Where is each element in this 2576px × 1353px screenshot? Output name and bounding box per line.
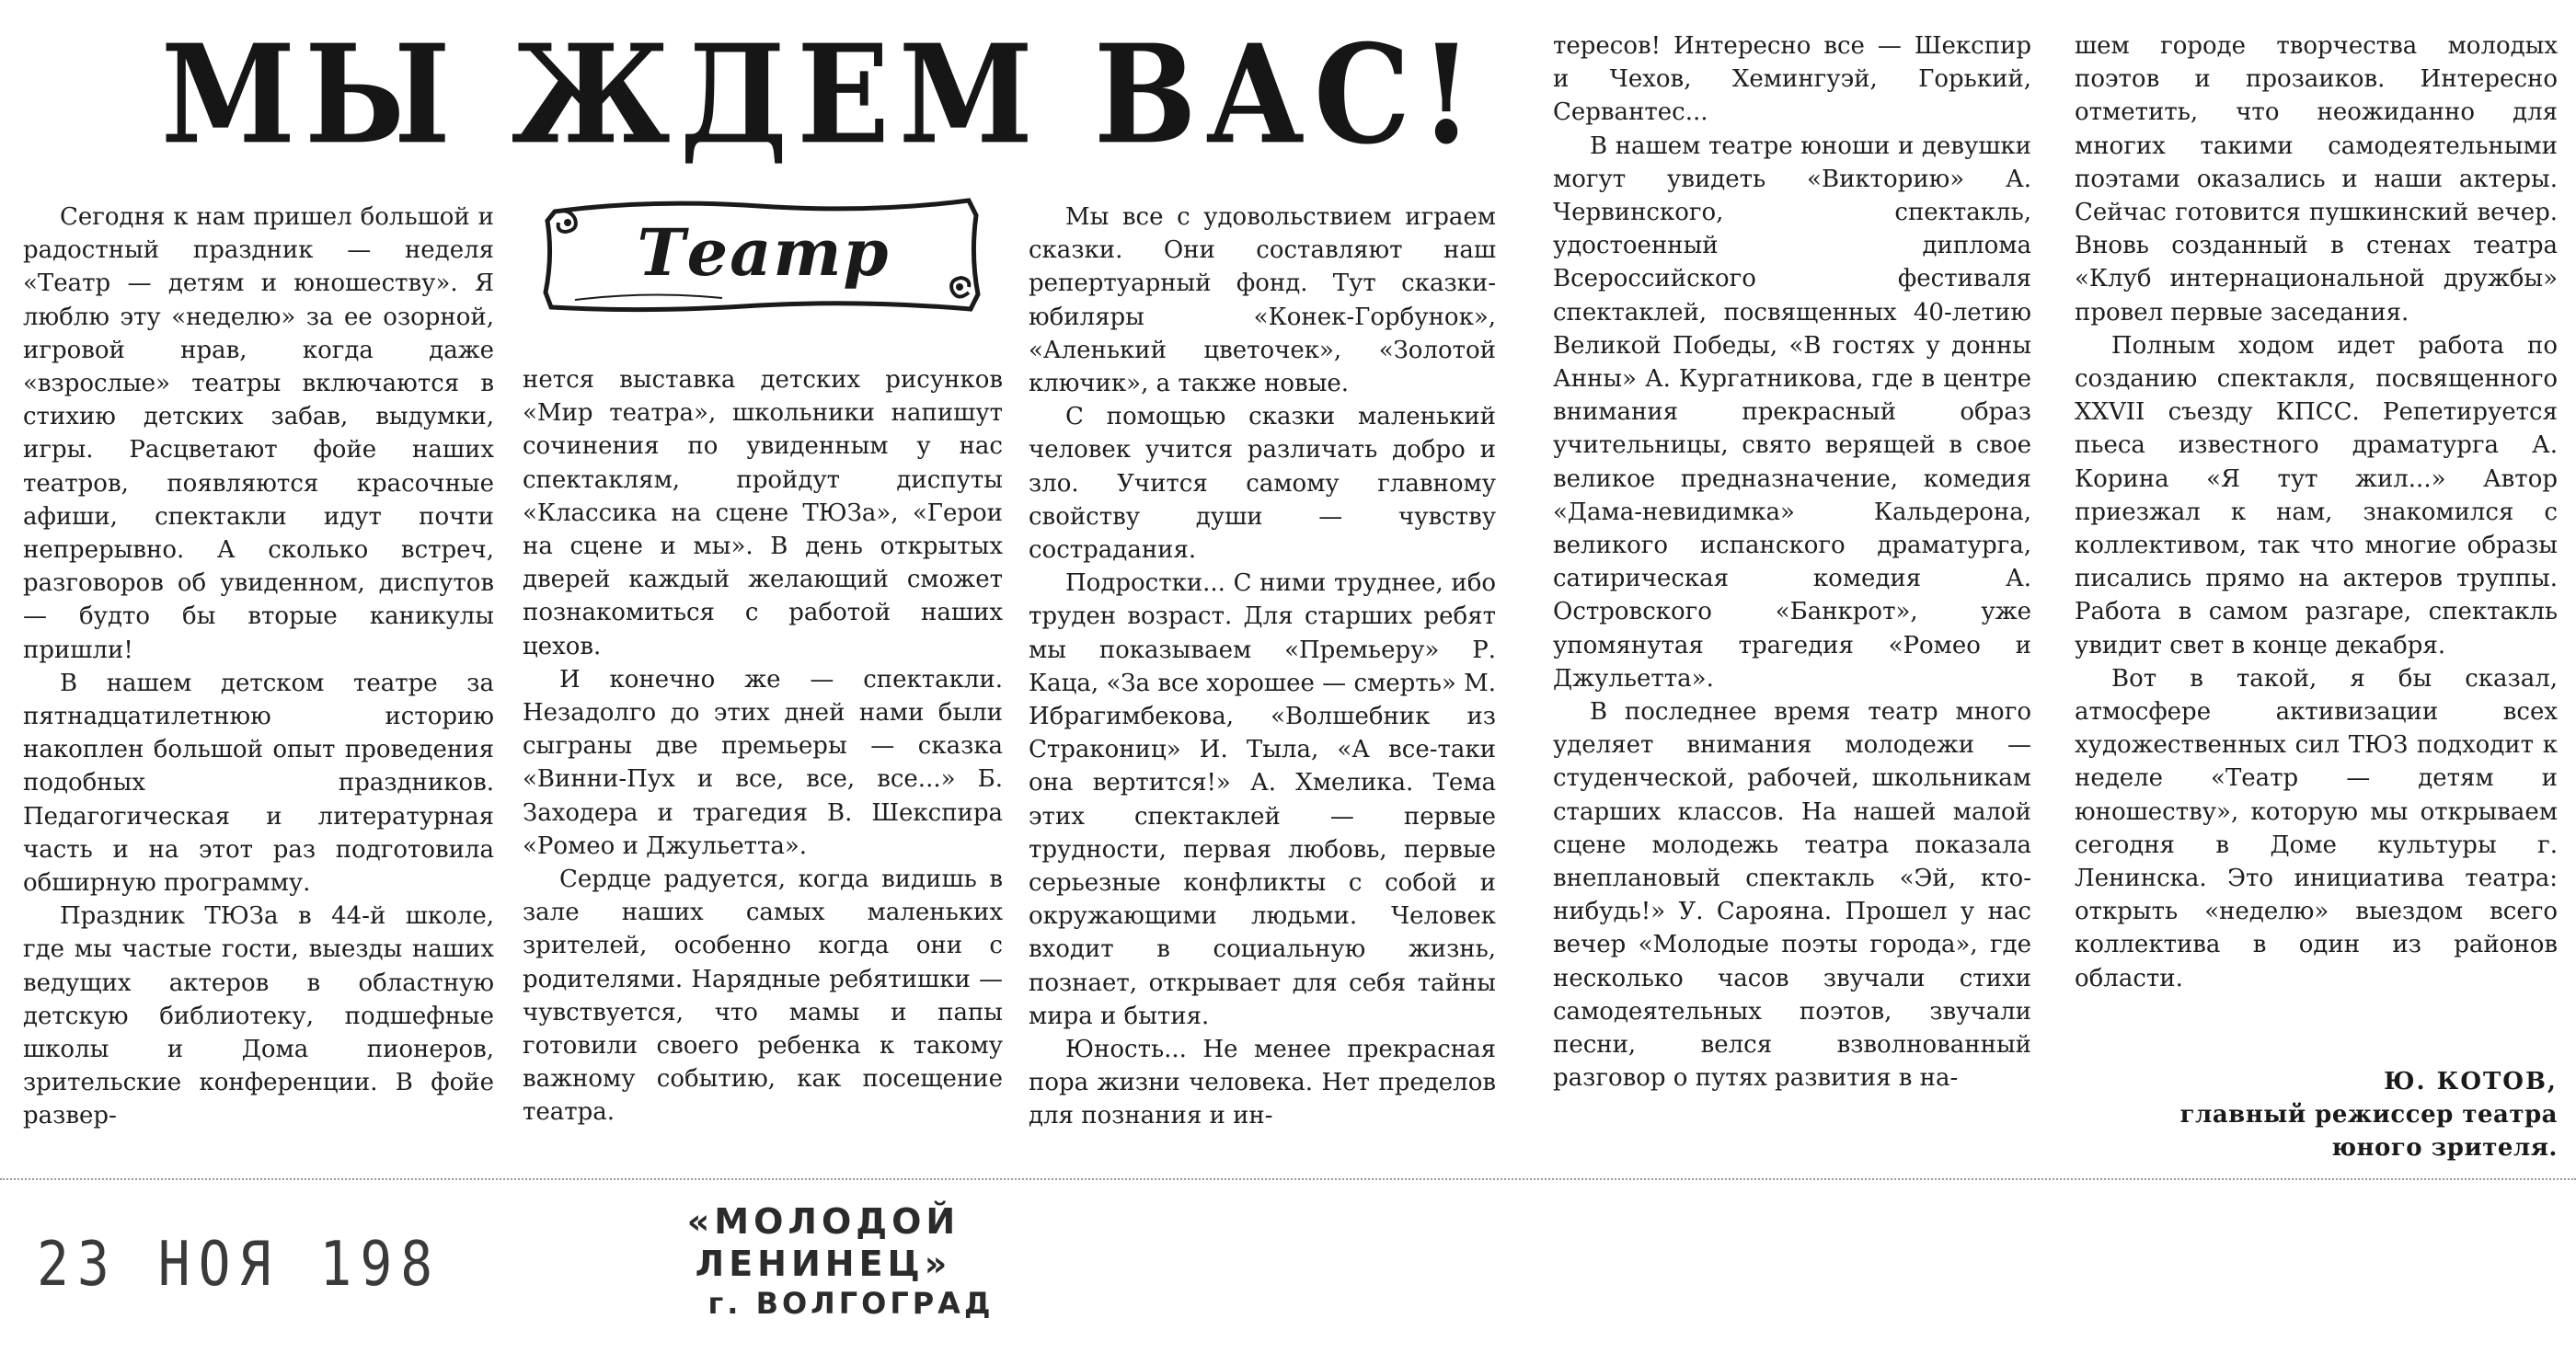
paragraph: Вот в такой, я бы сказал, атмосфере активизации всех художественных сил ТЮЗ подходит к неделе «Театр — детям и юношеству», которую мы открываем сегодня в Доме культуры г. Ленинска. Это инициатива театра: открыть «неделю» выездом всего коллектива в один из районов области. [2075,664,2558,992]
paragraph: В нашем театре юноши и девушки могут увидеть «Викторию» А. Червинского, спектакль, удостоенный диплома Всероссийского фестиваля спектаклей, посвященных 40-летию Великой Победы, «В гостях у донны Анны» А. Кургатникова, где в центре внимания прекрасный образ учительницы, свято верящей в свое великое предназначение, комедия «Дама-невидимка» Кальдерона, великого испанского драматурга, сатирическая комедия А. Островского «Банкрот», уже упомянутая трагедия «Ромео и Джульетта». [1553,132,2031,693]
paragraph: нется выставка детских рисунков «Мир театра», школьники напишут сочинения по увиденным у нас спектаклям, пройдут диспуты «Классика на сцене ТЮЗа», «Герои на сцене и мы». В день открытых дверей каждый желающий сможет познакомиться с работой наших цехов. [523,366,1003,660]
paragraph: Сердце радуется, когда видишь в зале наших самых маленьких зрителей, особенно когда они с родителями. Нарядные ребятишки — чувствуется, что мамы и папы готовили своего ребенка к такому важному событию, как посещение театра. [523,866,1003,1127]
article-headline: МЫ ЖДЕМ ВАС! [161,15,1483,176]
date-stamp: 23 НОЯ 198 [37,1228,442,1301]
paragraph: шем городе творчества молодых поэтов и прозаиков. Интересно отметить, что неожиданно для многих такими самодеятельными поэтами оказались и наши актеры. Сейчас готовится пушкинский вечер. Вновь созданный в стенах театра «Клуб интернациональной дружбы» провел первые заседания. [2075,32,2558,327]
newspaper-city: г. ВОЛГОГРАД [707,1286,995,1321]
text-column-2 [523,363,1003,1129]
paragraph: Праздник ТЮЗа в 44-й школе, где мы частые гости, выезды наших ведущих актеров в областную детскую библиотеку, подшефные школы и Дома пионеров, зрительские конференции. В фойе развер- [23,902,494,1130]
text-column-3 [1029,201,1496,1133]
newspaper-stamp [603,1200,1044,1322]
paragraph: В нашем детском театре за пятнадцатилетнюю историю накоплен большой опыт проведения подобных праздников. Педагогическая и литературная часть и на этот раз подготовила обширную программу. [23,669,494,898]
paragraph: тересов! Интересно все — Шекспир и Чехов, Хемингуэй, Горький, Сервантес... [1553,32,2031,127]
text-column-4 [1553,29,2031,1095]
newspaper-name: «МОЛОДОЙ ЛЕНИНЕЦ» [686,1201,960,1284]
author-role-line-2: юного зрителя. [2331,1134,2558,1162]
paragraph: Мы все с удовольствием играем сказки. Они составляют наш репертуарный фонд. Тут сказки-юбиляры «Конек-Горбунок», «Аленький цветочек», «Золотой ключик», а также новые. [1029,203,1496,398]
paragraph: Юность... Не менее прекрасная пора жизни человека. Нет пределов для познания и ин- [1029,1036,1496,1130]
author-role-line-1: главный режиссер театра [2179,1101,2558,1129]
paragraph: С помощью сказки маленький человек учится различать добро и зло. Учится самому главному свойству души — чувству сострадания. [1029,403,1496,565]
paragraph: Подростки... С ними труднее, ибо труден возраст. Для старших ребят мы показываем «Премьеру» Р. Каца, «За все хорошее — смерть» М. Ибрагимбекова, «Волшебник из Стракониц» И. Тыла, «А все-таки она вертится!» А. Хмелика. Тема этих спектаклей — первые трудности, первая любовь, первые серьезные конфликты с собой и окружающими людьми. Человек входит в социальную жизнь, познает, открывает для себя тайны мира и бытия. [1029,569,1496,1030]
paragraph: Сегодня к нам пришел большой и радостный праздник — неделя «Театр — детям и юношеству». Я люблю эту «неделю» за ее озорной, игровой нрав, когда даже «взрослые» театры включаются в стихию детских забав, выдумки, игры. Расцветают фойе наших театров, появляются красочные афиши, спектакли идут почти непрерывно. А сколько встреч, разговоров об увиденном, диспутов — будто бы вторые каникулы пришли! [23,203,494,664]
text-column-1 [23,201,494,1133]
text-column-5 [2075,29,2558,995]
author-signature [2075,1065,2558,1164]
rubric-word: Театр [637,214,891,291]
author-name: Ю. КОТОВ, [2384,1068,2558,1095]
paragraph: Полным ходом идет работа по созданию спектакля, посвященного XXVII съезду КПСС. Репетируется пьеса известного драматурга А. Корина «Я тут жил...» Автор приезжал к нам, знакомился с коллективом, так что многие образы писались прямо на актеров труппы. Работа в самом разгаре, спектакль увидит свет в конце декабря. [2075,331,2558,659]
rubric-title [603,212,925,294]
paragraph: И конечно же — спектакли. Незадолго до этих дней нами были сыграны две премьеры — сказка «Винни-Пух и все, все, все...» Б. Заходера и трагедия В. Шекспира «Ромео и Джульетта». [523,665,1003,860]
clipping-divider [0,1178,2576,1180]
rubric-scroll-logo [538,191,984,320]
paragraph: В последнее время театр много уделяет внимания молодежи — студенческой, рабочей, школьникам старших классов. На нашей малой сцене молодежь театра показала внеплановый спектакль «Эй, кто-нибудь!» У. Сарояна. Прошел у нас вечер «Молодые поэты города», где несколько часов звучали стихи самодеятельных поэтов, звучали песни, велся взволнованный разговор о путях развития в на- [1553,698,2031,1093]
